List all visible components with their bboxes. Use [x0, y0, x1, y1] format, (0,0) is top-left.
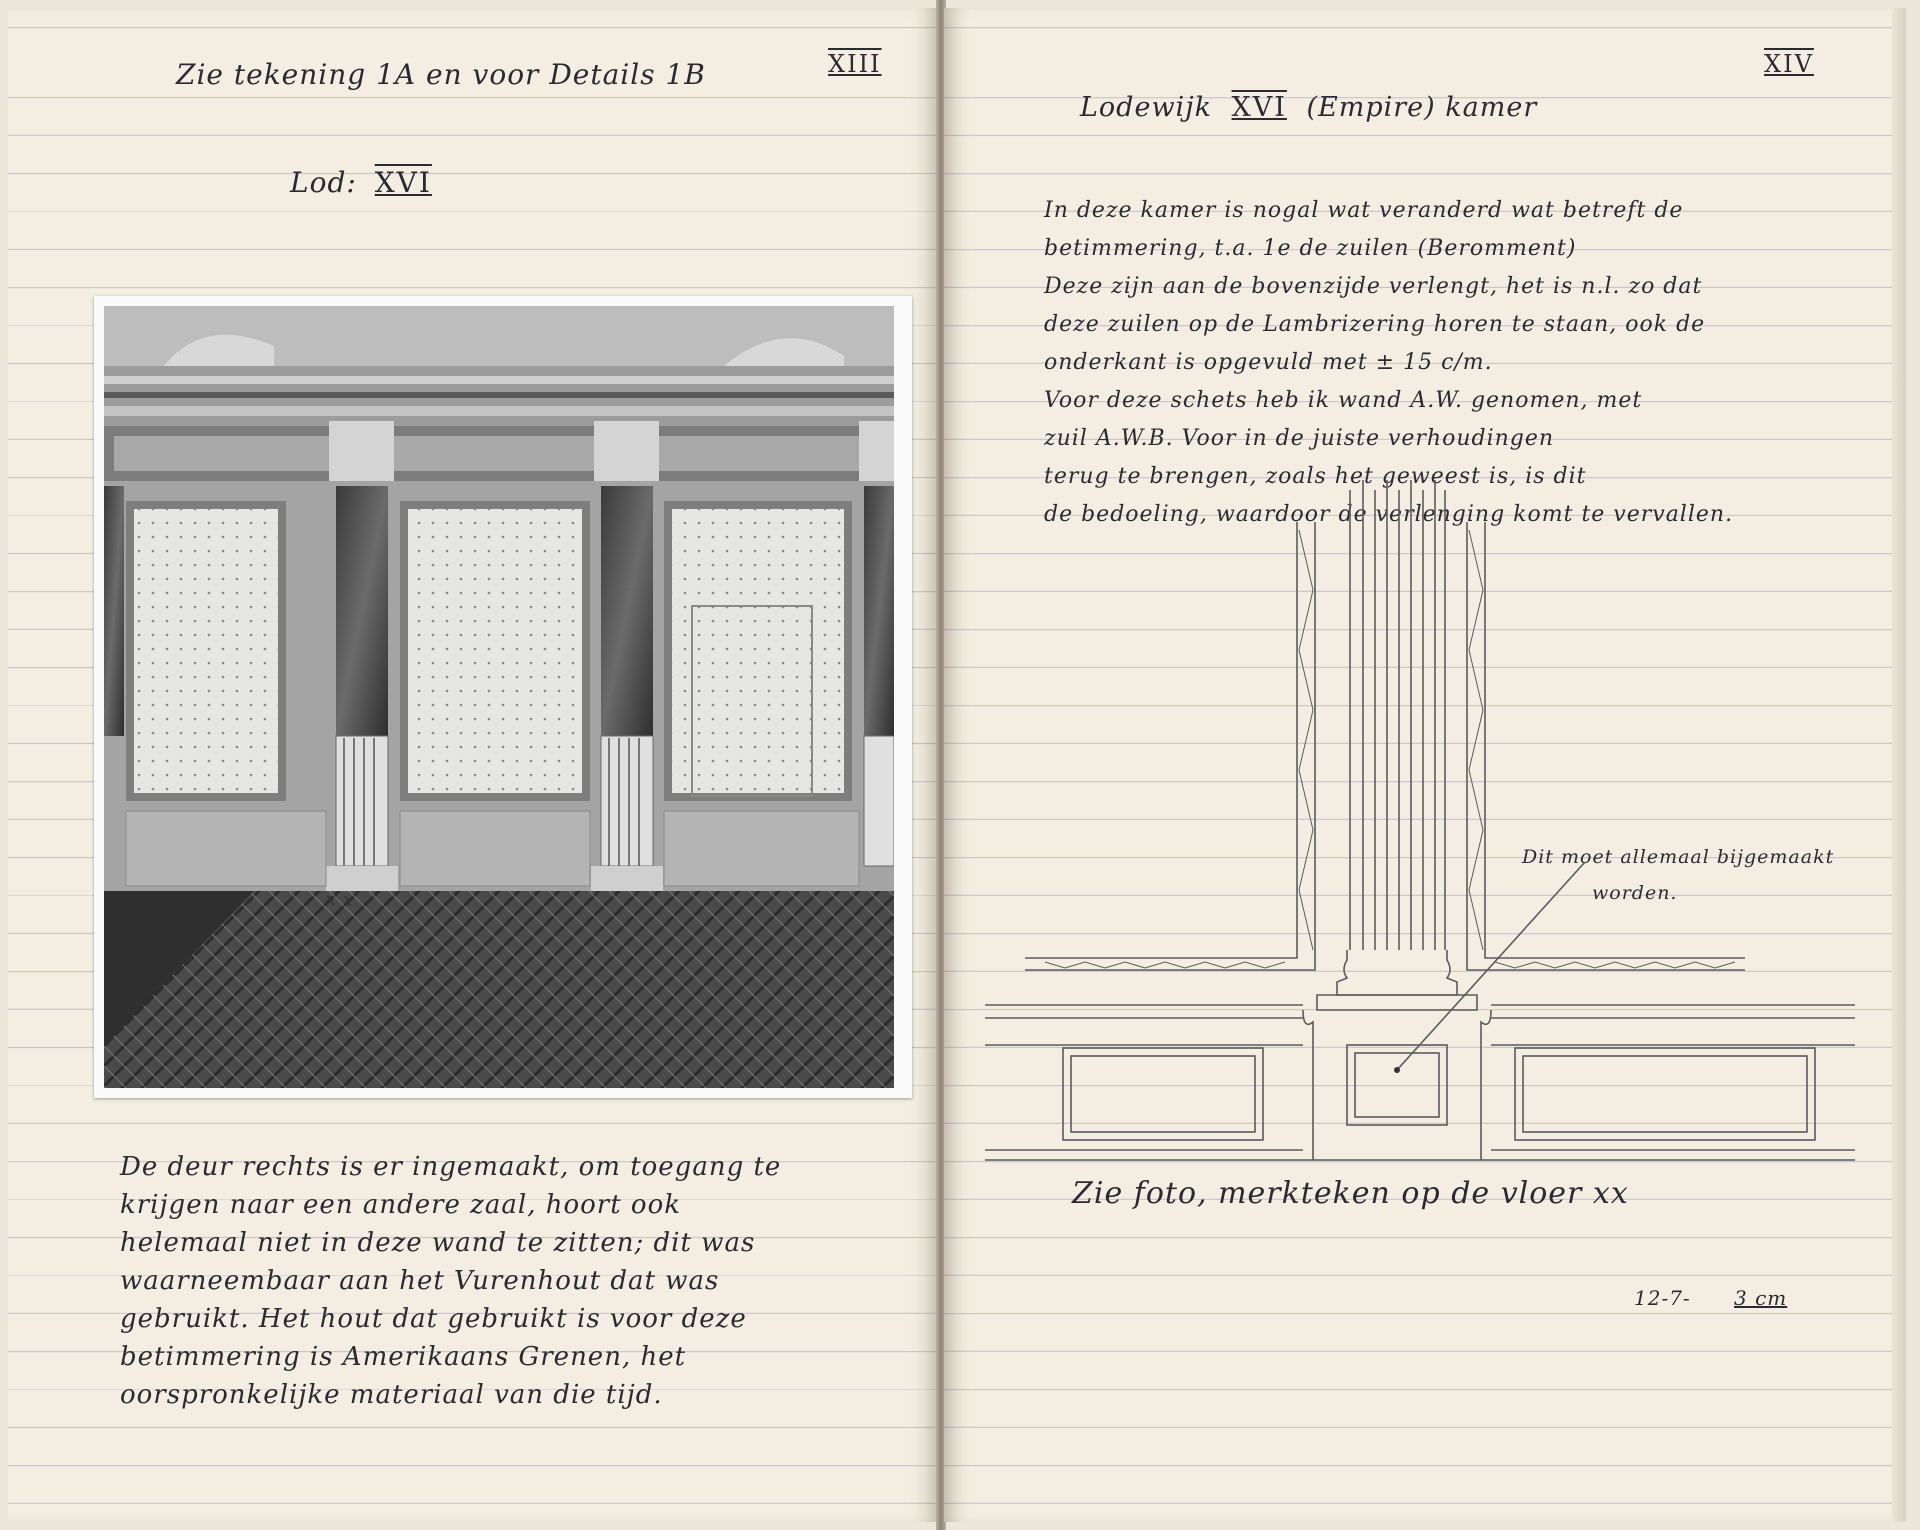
photo-floor-mark: x x — [326, 890, 354, 910]
left-page-number: XIII — [828, 50, 882, 78]
left-paragraph-line: betimmering is Amerikaans Grenen, het — [120, 1342, 687, 1372]
right-paragraph-line: onderkant is opgevuld met ± 15 c/m. — [1044, 350, 1493, 375]
empire-room-photo-illustration — [104, 306, 894, 1088]
right-page-number: XIV — [1764, 50, 1814, 78]
right-paragraph-line: de bedoeling, waardoor de verlenging komt te vervallen. — [1044, 502, 1734, 527]
left-subheading — [290, 166, 432, 199]
right-paragraph-line: deze zuilen op de Lambrizering horen te staan, ook de — [1044, 312, 1706, 337]
right-title — [1080, 92, 1537, 123]
right-paragraph-line: terug te brengen, zoals het geweest is, is dit — [1044, 464, 1587, 489]
left-header — [176, 58, 706, 91]
left-paragraph-line: gebruikt. Het hout dat gebruikt is voor deze — [120, 1304, 747, 1334]
right-paragraph-line: In deze kamer is nogal wat veranderd wat betreft de — [1044, 198, 1684, 223]
subheading-label: Lod: — [290, 166, 357, 199]
left-paragraph-line: oorspronkelijke materiaal van die tijd. — [120, 1380, 663, 1410]
right-paragraph-line: betimmering, t.a. 1e de zuilen (Beromment) — [1044, 236, 1577, 261]
left-paragraph-line: krijgen naar een andere zaal, hoort ook — [120, 1190, 681, 1220]
right-paragraph-line: zuil A.W.B. Voor in de juiste verhoudingen — [1044, 426, 1555, 451]
scale-note: 3 cm — [1734, 1286, 1788, 1310]
title-suffix: (Empire) kamer — [1306, 92, 1538, 123]
title-prefix: Lodewijk — [1080, 92, 1212, 123]
annotation-line-2: worden. — [1592, 882, 1678, 904]
left-paragraph-line: De deur rechts is er ingemaakt, om toegang te — [120, 1152, 782, 1182]
title-number: XVI — [1231, 92, 1287, 123]
left-page — [8, 8, 938, 1522]
left-paragraph-line: waarneembaar aan het Vurenhout dat was — [120, 1266, 720, 1296]
right-paragraph-line: Deze zijn aan de bovenzijde verlengt, het is n.l. zo dat — [1044, 274, 1703, 299]
photo-image — [104, 306, 894, 1088]
subheading-value: XVI — [374, 166, 432, 199]
right-paragraph-line: Voor deze schets heb ik wand A.W. genomen, met — [1044, 388, 1643, 413]
left-paragraph-line: helemaal niet in deze wand te zitten; dit was — [120, 1228, 756, 1258]
room-photograph — [94, 296, 912, 1098]
left-header-text: Zie tekening 1A en voor Details 1B — [176, 58, 706, 91]
left-paragraph — [120, 1148, 781, 1414]
footer-note: Zie foto, merkteken op de vloer xx — [1072, 1176, 1629, 1211]
column-sketch — [985, 470, 1865, 1170]
annotation-line-1: Dit moet allemaal bijgemaakt — [1522, 846, 1835, 868]
date-note: 12-7- — [1634, 1286, 1691, 1310]
